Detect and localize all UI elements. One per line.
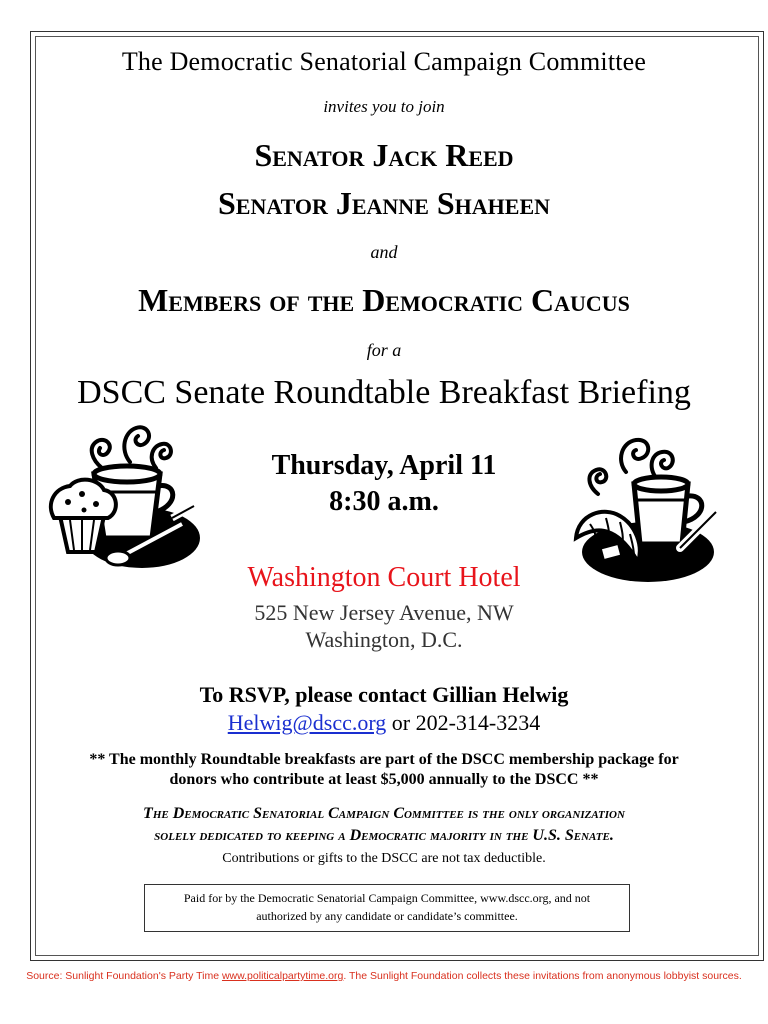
rsvp-contact bbox=[0, 710, 768, 736]
caucus-line: Members of the Democratic Caucus bbox=[138, 282, 630, 318]
membership-note-line-2: donors who contribute at least $5,000 annually to the DSCC ** bbox=[169, 771, 599, 788]
source-prefix: Source: Sunlight Foundation's Party Time bbox=[26, 970, 222, 982]
senator-reed: Senator Jack Reed bbox=[254, 137, 514, 173]
source-link[interactable]: www.politicalpartytime.org bbox=[221, 970, 344, 982]
disclaimer-line-2: authorized by any candidate or candidate’s committee. bbox=[256, 909, 518, 923]
event-title: DSCC Senate Roundtable Breakfast Briefing bbox=[77, 374, 691, 411]
source-suffix: . The Sunlight Foundation collects these invitations from anonymous lobbyist sources. bbox=[343, 970, 742, 982]
rsvp-email-link[interactable]: Helwig@dscc.org bbox=[227, 710, 387, 735]
host-line: The Democratic Senatorial Campaign Committee bbox=[121, 47, 647, 76]
rsvp-phone: or 202-314-3234 bbox=[386, 710, 541, 735]
paid-for-disclaimer bbox=[144, 884, 630, 932]
disclaimer-line-1: Paid for by the Democratic Senatorial Campaign Committee, www.dscc.org, and not bbox=[183, 891, 591, 905]
event-date: Thursday, April 11 bbox=[271, 450, 497, 481]
source-footer bbox=[0, 970, 768, 982]
venue-address-city: Washington, D.C. bbox=[305, 627, 463, 652]
mission-line-1: The Democratic Senatorial Campaign Committee is the only organization bbox=[143, 805, 625, 822]
event-time: 8:30 a.m. bbox=[329, 486, 439, 517]
mission-line-2: solely dedicated to keeping a Democratic majority in the U.S. Senate. bbox=[154, 827, 614, 844]
tax-note: Contributions or gifts to the DSCC are not tax deductible. bbox=[222, 851, 546, 866]
and-line: and bbox=[370, 242, 398, 262]
croissant-coffee-clipart-icon bbox=[568, 432, 724, 584]
venue-address-street: 525 New Jersey Avenue, NW bbox=[254, 600, 514, 625]
invites-line: invites you to join bbox=[323, 97, 445, 116]
rsvp-line: To RSVP, please contact Gillian Helwig bbox=[199, 682, 569, 707]
membership-note-line-1: ** The monthly Roundtable breakfasts are part of the DSCC membership package for bbox=[89, 751, 679, 768]
muffin-coffee-clipart-icon bbox=[44, 420, 200, 572]
venue-name: Washington Court Hotel bbox=[247, 562, 521, 593]
senator-shaheen: Senator Jeanne Shaheen bbox=[217, 185, 551, 221]
for-a-line: for a bbox=[366, 340, 402, 360]
